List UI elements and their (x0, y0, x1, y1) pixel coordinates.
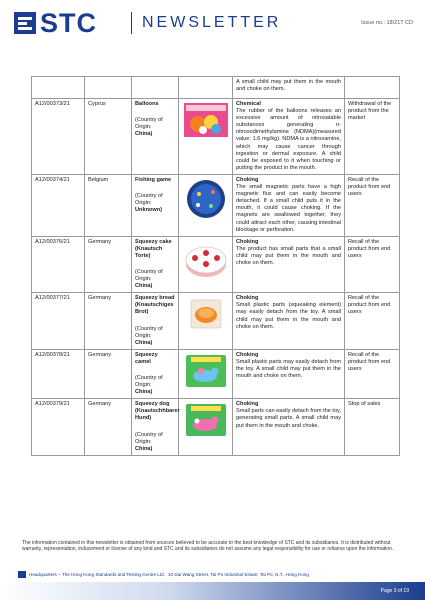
origin-label: (Country of Origin: (135, 431, 163, 445)
risk-description: Small plastic parts (squeaking element) may easily detach from the toy. A small child may put them in the mouth and choke on them. (236, 302, 341, 330)
ref-number: A12/00377/21 (32, 293, 85, 350)
measure-taken: Recall of the product from end users (345, 236, 400, 293)
risk-type: Choking (236, 351, 259, 358)
risk-description: Small plastic parts may easily detach from the toy. A small child may put them in the mouth and choke on them. (236, 358, 341, 380)
page-header (0, 0, 425, 62)
issue-number: Issue no.: 18/21T CD (361, 20, 413, 26)
stc-logo-icon (14, 12, 36, 34)
fishing-game-product-image (183, 178, 229, 220)
origin-value: China) (135, 389, 153, 396)
product-cell (132, 236, 179, 293)
footer-band (0, 582, 425, 600)
risk-type: Choking (236, 176, 259, 183)
origin-value: China) (135, 339, 153, 346)
website-link[interactable]: www.stc.group (330, 570, 409, 582)
table-row (32, 293, 400, 350)
product-image-cell (179, 236, 233, 293)
table-row (32, 99, 400, 175)
ref-number: A12/00379/21 (32, 399, 85, 456)
product-name: Squeezy bread (Knautschiges Brot) (135, 295, 175, 316)
product-name: Balloons (135, 101, 159, 107)
measure-taken: Recall of the product from end users (345, 174, 400, 236)
origin-label: (Country of Origin: (135, 193, 163, 207)
measure-taken: Withdrawal of the product from the market (345, 99, 400, 175)
building-icon (18, 571, 26, 578)
headquarters-label: Headquarters – The Hong Kong Standards and Testing Centre Ltd. (29, 572, 165, 577)
logo-text: STC (40, 8, 97, 38)
notifying-country: Germany (85, 293, 132, 350)
risk-cell (233, 174, 345, 236)
ref-number: A12/00378/21 (32, 349, 85, 398)
notifying-country: Belgium (85, 174, 132, 236)
squeezy-bread-product-image (183, 296, 229, 332)
measure-taken: Recall of the product from end users (345, 349, 400, 398)
header-divider (131, 12, 132, 34)
product-image-cell (179, 293, 233, 350)
product-image-cell (179, 99, 233, 175)
risk-description: The small magnetic parts have a high magnetic flux and can easily become detached. If a small child puts it in the mouth, it could cause choking. If the magnets are swallowed together, they could attract each other, causing intestinal blockage or perforation. (236, 184, 341, 233)
table-row (32, 77, 400, 99)
ref-number: A12/00374/21 (32, 174, 85, 236)
disclaimer-text: The information contained in this newsletter is obtained from sources believed to be accurate to the best knowledge of STC and its subsidiaries. It is distributed without warranty, representation, inducement or license of any kind and STC and its subsidiaries do not assume any legal responsibility for use or reliance upon the information. (22, 540, 394, 553)
table-row (32, 399, 400, 456)
risk-description: The rubber of the balloons releases an excessive amount of nitrosatable substances generating n-nitrosodimethylamine (NDMA)(measured value: 1.6 mg/kg). NDMA is a nitrosamine, which may cause cancer through ingestion or dermal exposure. A child could be exposed to it when touching or putting the product in the mouth. (236, 108, 341, 171)
origin-label: (Country of Origin: (135, 117, 163, 131)
product-cell (132, 399, 179, 456)
origin-value: China) (135, 283, 153, 290)
product-image-cell (179, 399, 233, 456)
product-cell (132, 174, 179, 236)
origin-label: (Country of Origin: (135, 268, 163, 283)
measure-taken: Recall of the product from end users (345, 293, 400, 350)
notifying-country: Germany (85, 349, 132, 398)
squeezy-camel-product-image (183, 353, 229, 389)
ref-number: A12/00373/21 (32, 99, 85, 175)
risk-cell (233, 399, 345, 456)
recall-table (31, 76, 399, 456)
notifying-country: Cyprus (85, 99, 132, 175)
balloons-product-image (183, 102, 229, 138)
risk-description: Small parts can easily detach from the toy, generating small parts. A small child may put them in the mouth and choke. (236, 408, 341, 429)
notifying-country: Germany (85, 236, 132, 293)
origin-label: (Country of Origin: (135, 325, 163, 339)
product-cell (132, 99, 179, 175)
risk-type: Choking (236, 295, 259, 302)
product-name: Squeezy camel (135, 351, 158, 365)
risk-cell (233, 99, 345, 175)
product-name: Squeezy dog (Knautschhbarer Hund) (135, 401, 180, 422)
risk-type: Choking (236, 238, 259, 245)
ref-number: A12/00376/21 (32, 236, 85, 293)
origin-value: China) (135, 445, 153, 452)
table-row (32, 236, 400, 293)
origin-value: China) (135, 131, 153, 138)
table-row (32, 349, 400, 398)
table-row (32, 174, 400, 236)
squeezy-cake-product-image (183, 240, 229, 280)
squeezy-dog-product-image (183, 402, 229, 438)
risk-cell (233, 236, 345, 293)
newsletter-title: NEWSLETTER (142, 14, 282, 31)
product-image-cell (179, 174, 233, 236)
risk-type: Chemical (236, 101, 261, 107)
page-number: Page 3 of 19 (380, 588, 409, 594)
product-name: Squeezy cake (Knautsch Torte) (135, 238, 172, 259)
risk-description: The product has small parts that a small child may put them in the mouth and choke on them. (236, 245, 341, 266)
risk-description: A small child may put them in the mouth and choke on them. (233, 77, 345, 99)
risk-type: Choking (236, 401, 259, 408)
product-image-cell (179, 349, 233, 398)
origin-value: Unknown) (135, 207, 163, 214)
product-name: Fishing game (135, 176, 172, 183)
headquarters-address: 10 Dai Wang Street, Tai Po Industrial Estate, Tai Po, N.T., Hong Kong (168, 572, 309, 577)
measure-taken: Stop of sales (345, 399, 400, 456)
risk-cell (233, 349, 345, 398)
risk-cell (233, 293, 345, 350)
product-cell (132, 349, 179, 398)
origin-label: (Country of Origin: (135, 375, 163, 389)
product-cell (132, 293, 179, 350)
notifying-country: Germany (85, 399, 132, 456)
